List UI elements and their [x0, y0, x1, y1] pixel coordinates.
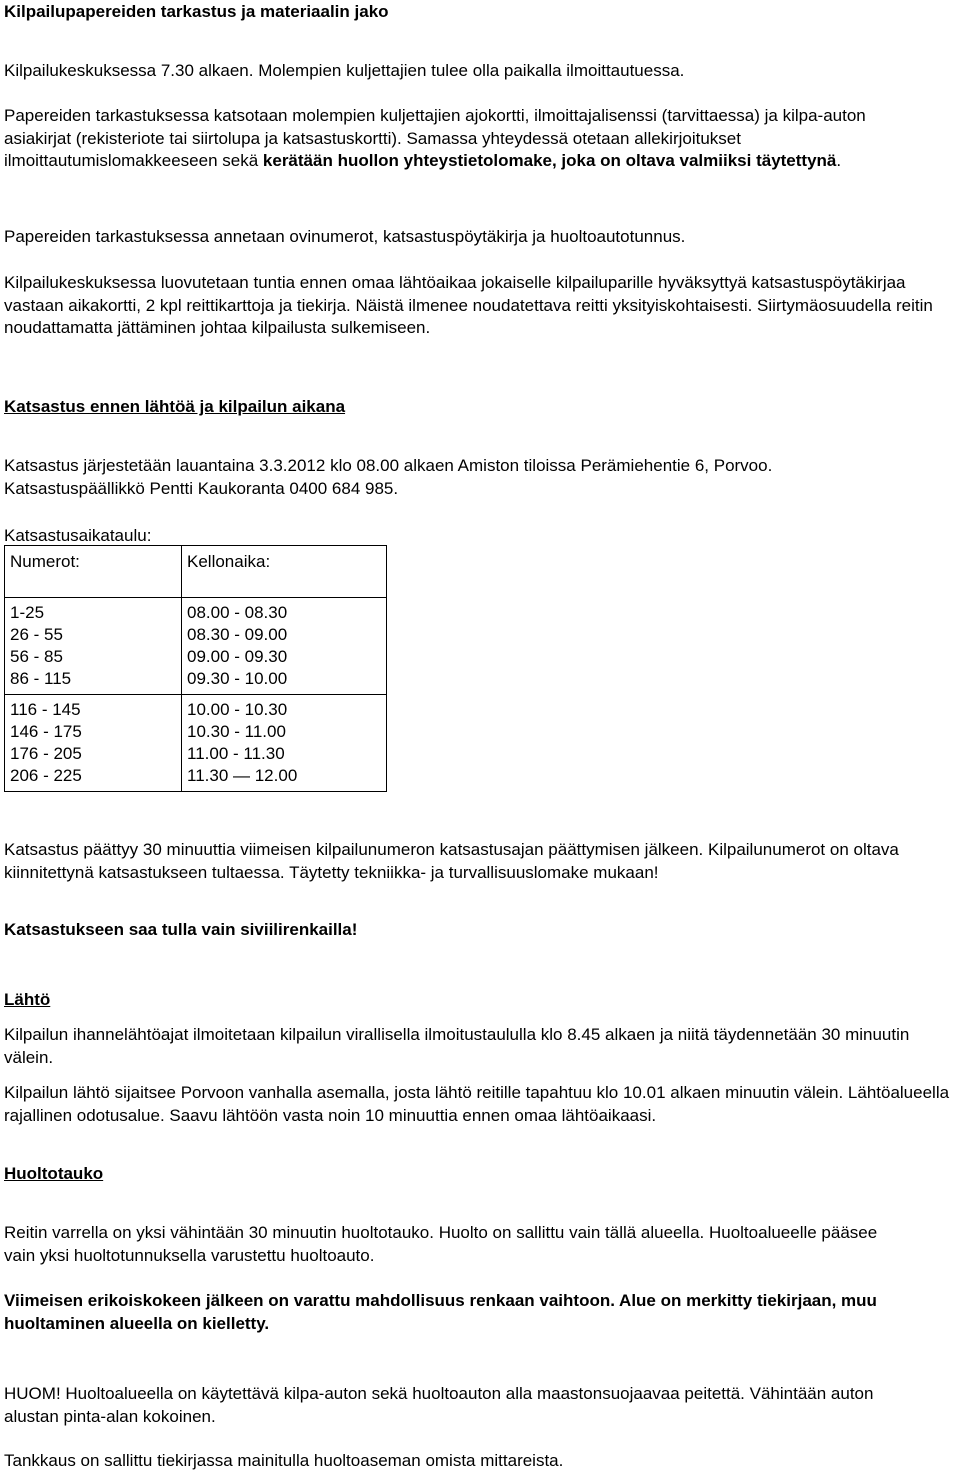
time-value: 08.30 - 09.00: [187, 625, 288, 644]
paper-check-text: Papereiden tarkastuksessa katsotaan molempien kuljettajien ajokortti, ilmoittajalisenssi (tarvittaessa) ja kilpa-auton asiakirjat (rekisteriote tai siirtolupa ja katsastuskortti). Samassa yhteydessä otetaan allekirjoitukset ilmoittautumislomakkeeseen sekä: [4, 106, 866, 171]
section-title-start: Lähtö: [4, 990, 51, 1009]
paragraph-start-location: Kilpailun lähtö sijaitsee Porvoon vanhalla asemalla, josta lähtö reitille tapahtuu klo 10.01 alkaen minuutin välein. Lähtöalueella rajallinen odotusalue. Saavu lähtöön vasta noin 10 minuuttia ennen omaa lähtöaikaasi.: [4, 1083, 950, 1125]
time-value: 08.00 - 08.30: [187, 603, 288, 622]
paragraph-paper-check-details: [4, 105, 929, 173]
paragraph-service-break: Reitin varrella on yksi vähintään 30 minuutin huoltotauko. Huolto on sallittu vain tällä alueella. Huoltoalueelle pääsee vain yksi huoltotunnuksella varustettu huoltoauto.: [4, 1223, 878, 1265]
section-title-inspection: Katsastus ennen lähtöä ja kilpailun aikana: [4, 397, 346, 416]
time-cell: [182, 695, 387, 792]
numbers-value: 146 - 175: [10, 722, 82, 741]
numbers-value: 56 - 85: [10, 647, 63, 666]
table-row-group-1: [5, 598, 387, 695]
header-numbers: Numerot:: [5, 546, 182, 598]
numbers-value: 86 - 115: [10, 669, 72, 688]
time-value: 11.30 — 12.00: [187, 766, 298, 785]
inspection-chief-line: Katsastuspäällikkö Pentti Kaukoranta 0400 684 985.: [4, 478, 399, 498]
table-header-row: [5, 546, 387, 598]
paragraph-inspection-end: Katsastus päättyy 30 minuuttia viimeisen kilpailunumeron katsastusajan päättymisen jälkeen. Kilpailunumerot on oltava kiinnitettynä katsastukseen tultaessa. Täytetty tekniikka- ja turvallisuuslomake mukaan!: [4, 840, 899, 882]
table-row-group-2: [5, 695, 387, 792]
paragraph-tire-change: Viimeisen erikoiskokeen jälkeen on varattu mahdollisuus renkaan vaihtoon. Alue on merkitty tiekirjaan, muu huoltaminen alueella on kielletty.: [4, 1291, 877, 1333]
time-value: 11.00 - 11.30: [187, 744, 285, 763]
time-value: 10.00 - 10.30: [187, 700, 288, 719]
numbers-value: 1-25: [10, 603, 45, 622]
numbers-value: 176 - 205: [10, 744, 82, 763]
paragraph-start-times: Kilpailun ihannelähtöajat ilmoitetaan kilpailun virallisella ilmoitustaululla klo 8.45 alkaen ja niitä täydennetään 30 minuutin välein.: [4, 1025, 910, 1067]
header-time: Kellonaika:: [182, 546, 387, 598]
time-value: 09.30 - 10.00: [187, 669, 288, 688]
paragraph-door-numbers: Papereiden tarkastuksessa annetaan ovinumerot, katsastuspöytäkirja ja huoltoautotunnus.: [4, 227, 686, 246]
paragraph-registration-time: Kilpailukeskuksessa 7.30 alkaen. Molempien kuljettajien tulee olla paikalla ilmoittautuessa.: [4, 61, 685, 80]
paragraph-inspection-place: [4, 455, 954, 500]
section-title-service-break: Huoltotauko: [4, 1164, 104, 1183]
section-title-paper-check: Kilpailupapereiden tarkastus ja materiaalin jako: [4, 2, 389, 21]
paragraph-ground-cover: HUOM! Huoltoalueella on käytettävä kilpa-auton sekä huoltoauton alla maastonsuojaavaa peitettä. Vähintään auton alustan pinta-alan kokoinen.: [4, 1384, 874, 1426]
paper-check-emphasis: kerätään huollon yhteystietolomake, joka on oltava valmiiksi täytettynä: [262, 151, 837, 171]
numbers-value: 26 - 55: [10, 625, 63, 644]
paper-check-end: .: [836, 151, 842, 171]
numbers-cell: [5, 695, 182, 792]
numbers-value: 206 - 225: [10, 766, 82, 785]
paragraph-time-card: Kilpailukeskuksessa luovutetaan tuntia ennen omaa lähtöaikaa jokaiselle kilpailuparille hyväksyttyä katsastuspöytäkirjaa vastaan aikakortti, 2 kpl reittikarttoja ja tiekirja. Näistä ilmenee noudatettava reitti yksityiskohtaisesti. Siirtymäosuudella reitin noudattamatta jättäminen johtaa kilpailusta sulkemiseen.: [4, 273, 933, 338]
paragraph-tire-rule: Katsastukseen saa tulla vain siviilirenkailla!: [4, 920, 358, 939]
inspection-schedule-table: [4, 545, 387, 792]
numbers-cell: [5, 598, 182, 695]
time-cell: [182, 598, 387, 695]
schedule-label: Katsastusaikataulu:: [4, 526, 152, 545]
time-value: 09.00 - 09.30: [187, 647, 288, 666]
paragraph-refuelling: Tankkaus on sallittu tiekirjassa mainitulla huoltoaseman omista mittareista.: [4, 1451, 564, 1470]
numbers-value: 116 - 145: [10, 700, 81, 719]
time-value: 10.30 - 11.00: [187, 722, 286, 741]
inspection-place-line: Katsastus järjestetään lauantaina 3.3.2012 klo 08.00 alkaen Amiston tiloissa Perämiehentie 6, Porvoo.: [4, 456, 773, 475]
